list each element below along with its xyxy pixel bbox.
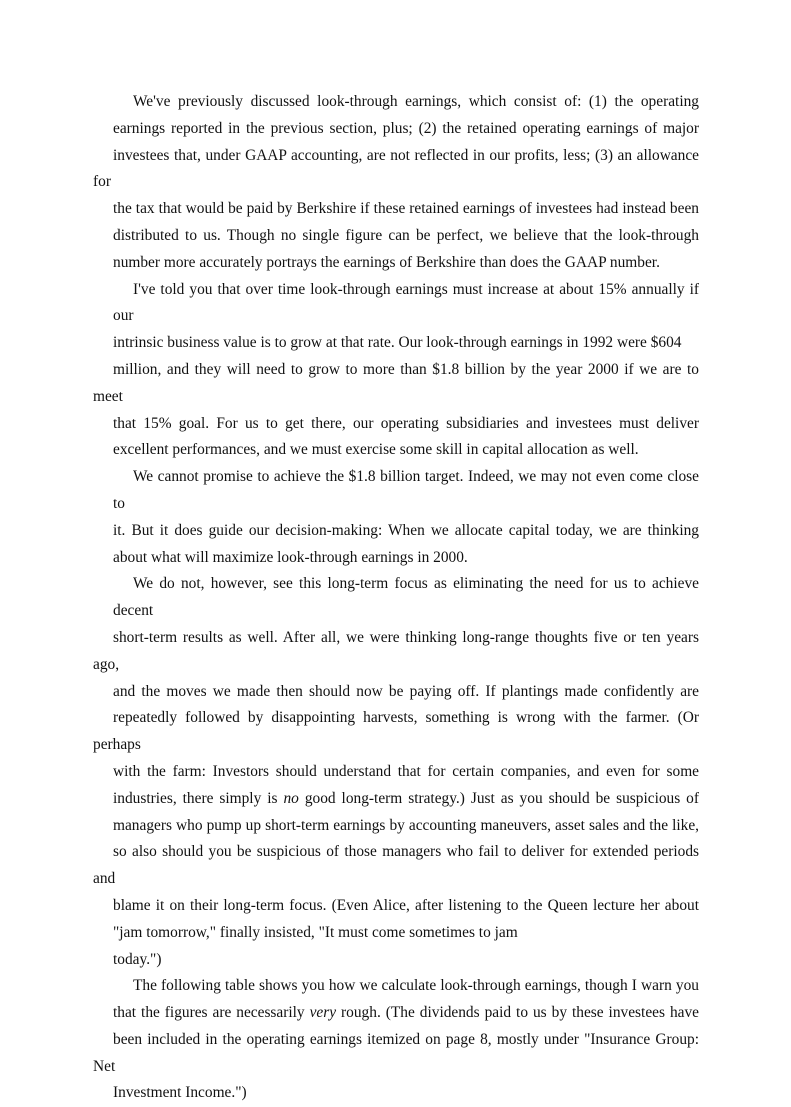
text-line: today.") — [113, 950, 162, 968]
text-line: I've told you that over time look-through earnings must increase at about 15% annually if our — [113, 280, 699, 325]
paragraph-table-intro — [93, 973, 699, 1107]
text-line: short-term results as well. After all, we were thinking long-range thoughts five or ten years ago, — [93, 628, 699, 673]
text-line: million, and they will need to grow to more than $1.8 billion by the year 2000 if we are to meet — [93, 360, 699, 405]
paragraph-look-through-definition — [93, 89, 699, 277]
text-line: number more accurately portrays the earnings of Berkshire than does the GAAP number. — [113, 253, 660, 271]
text-run: that the figures are necessarily — [113, 1004, 310, 1022]
text-line: been included in the operating earnings itemized on page 8, mostly under "Insurance Group: Net — [93, 1030, 699, 1075]
paragraph-long-term-focus — [93, 571, 699, 973]
text-run: good long-term strategy.) Just as you should be suspicious of — [298, 789, 699, 807]
text-line: the tax that would be paid by Berkshire if these retained earnings of investees had instead been — [113, 200, 699, 218]
text-line: about what will maximize look-through earnings in 2000. — [113, 548, 468, 566]
text-line: that 15% goal. For us to get there, our operating subsidiaries and investees must deliver — [113, 414, 699, 432]
document-page — [93, 89, 699, 1107]
text-line: We've previously discussed look-through earnings, which consist of: (1) the operating — [133, 93, 699, 110]
text-run: rough. (The dividends paid to us by these investees have — [336, 1004, 699, 1022]
text-line: it. But it does guide our decision-making: When we allocate capital today, we are thinking — [113, 521, 699, 539]
text-line: so also should you be suspicious of those managers who fail to deliver for extended periods and — [93, 843, 699, 888]
text-line: We do not, however, see this long-term focus as eliminating the need for us to achieve decent — [113, 575, 699, 620]
text-line: "jam tomorrow," finally insisted, "It must come sometimes to jam — [113, 923, 518, 941]
text-line: intrinsic business value is to grow at that rate. Our look-through earnings in 1992 were $604 — [113, 334, 682, 352]
text-run: industries, there simply is — [113, 789, 284, 807]
italic-text: very — [309, 1004, 337, 1022]
text-line: managers who pump up short-term earnings by accounting maneuvers, asset sales and the like, — [113, 816, 699, 834]
text-line: We cannot promise to achieve the $1.8 billion target. Indeed, we may not even come close to — [113, 468, 699, 512]
text-line: with the farm: Investors should understand that for certain companies, and even for some — [113, 762, 699, 780]
text-line-with-italic — [93, 1000, 699, 1027]
text-line: earnings reported in the previous section, plus; (2) the retained operating earnings of major — [113, 119, 699, 137]
text-line: blame it on their long-term focus. (Even Alice, after listening to the Queen lecture her about — [113, 896, 699, 914]
text-line: Investment Income.") — [113, 1084, 247, 1102]
text-line: and the moves we made then should now be paying off. If plantings made confidently are — [113, 682, 699, 700]
text-line: repeatedly followed by disappointing harvests, something is wrong with the farmer. (Or perhaps — [93, 709, 699, 754]
text-line: investees that, under GAAP accounting, are not reflected in our profits, less; (3) an allowance for — [93, 146, 699, 191]
paragraph-target — [93, 464, 699, 571]
italic-text: no — [283, 789, 299, 807]
text-line: excellent performances, and we must exercise some skill in capital allocation as well. — [113, 441, 639, 459]
text-line: The following table shows you how we calculate look-through earnings, though I warn you — [133, 977, 699, 995]
text-line-with-italic — [93, 786, 699, 813]
paragraph-growth-goal — [93, 277, 699, 465]
text-line: distributed to us. Though no single figure can be perfect, we believe that the look-through — [113, 226, 699, 244]
